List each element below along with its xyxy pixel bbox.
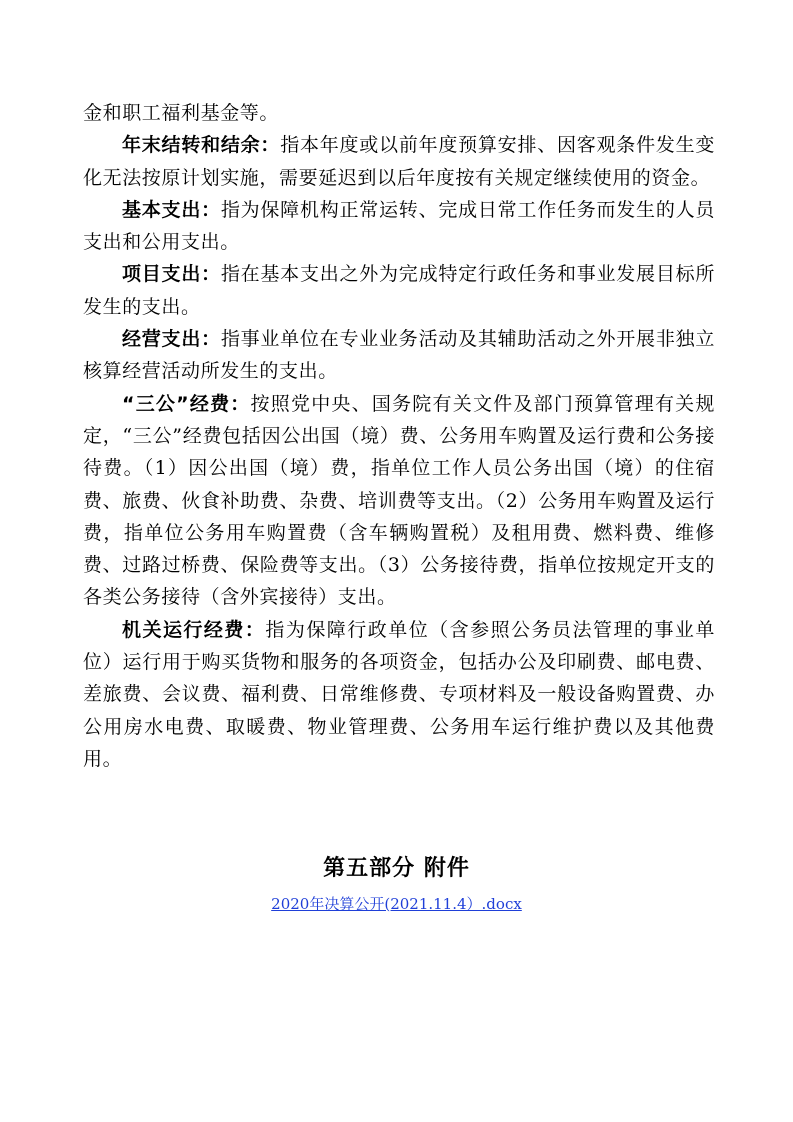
- term-definition: 指为保障行政单位（含参照公务员法管理的事业单位）运行用于购买货物和服务的各项资金，包括办公及印刷费、邮电费、差旅费、会议费、福利费、日常维修费、专项材料及一般设备购置费、办公用房水电费、取暖费、物业管理费、公务用车运行维护费以及其他费用。: [83, 618, 716, 770]
- term-definition: 指事业单位在专业业务活动及其辅助活动之外开展非独立核算经营活动所发生的支出。: [83, 328, 715, 383]
- attachment-link[interactable]: 2020年决算公开(2021.11.4）.docx: [271, 895, 522, 913]
- paragraph-carryover-balance: [83, 129, 715, 194]
- term-definition: 指在基本支出之外为完成特定行政任务和事业发展目标所发生的支出。: [83, 263, 715, 318]
- term-label: 项目支出：: [122, 263, 221, 286]
- paragraph-three-public-funds: [83, 388, 715, 614]
- term-label: 经营支出：: [122, 328, 221, 351]
- attachment-link-container: [0, 893, 793, 915]
- paragraph-basic-expenditure: [83, 194, 715, 259]
- term-label: 年末结转和结余：: [122, 134, 281, 157]
- paragraph-text: 金和职工福利基金等。: [83, 102, 280, 124]
- term-label: “三公”经费：: [122, 392, 251, 415]
- paragraph-continuation: [83, 97, 715, 129]
- paragraph-operating-expenditure: [83, 323, 715, 388]
- document-body: [83, 97, 715, 775]
- term-label: 机关运行经费：: [122, 618, 266, 641]
- section-title: 第五部分 附件: [323, 856, 470, 881]
- paragraph-agency-operating-funds: [83, 614, 715, 775]
- term-definition: 按照党中央、国务院有关文件及部门预算管理有关规定，“三公”经费包括因公出国（境）费、公务用车购置及运行费和公务接待费。（1）因公出国（境）费，指单位工作人员公务出国（境）的住宿费、旅费、伙食补助费、杂费、培训费等支出。（2）公务用车购置及运行费，指单位公务用车购置费（含车辆购置税）及租用费、燃料费、维修费、过路过桥费、保险费等支出。（3）公务接待费，指单位按规定开支的各类公务接待（含外宾接待）支出。: [83, 392, 715, 609]
- term-label: 基本支出：: [122, 198, 221, 221]
- paragraph-project-expenditure: [83, 258, 715, 323]
- term-definition: 指本年度或以前年度预算安排、因客观条件发生变化无法按原计划实施，需要延迟到以后年度按有关规定继续使用的资金。: [83, 134, 715, 189]
- term-definition: 指为保障机构正常运转、完成日常工作任务而发生的人员支出和公用支出。: [83, 198, 715, 254]
